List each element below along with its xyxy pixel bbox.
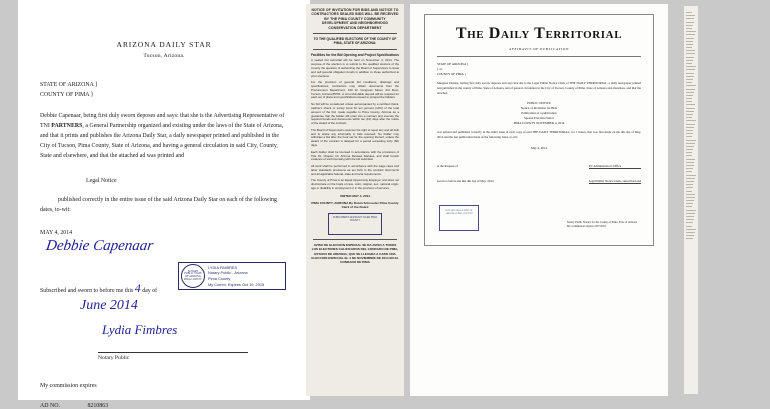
commission-expires-label: My commission expires — [40, 382, 97, 389]
legal-notice-label: Legal Notice — [86, 178, 117, 185]
notary-seal-icon: NOTARY PUBLIC STATE OF ARIZONA PIMA COUNTY — [181, 264, 205, 288]
territorial-ss-line: } ss. — [437, 66, 443, 71]
clipping-center-2: PIMA COUNTY, ARIZONA By Robin Schroeder Pima County Clerk of the Board — [311, 200, 399, 210]
sworn-month-year: June 2014 — [80, 297, 138, 313]
clipping-divider-2 — [313, 49, 397, 50]
territorial-notary-seal-icon: NOTARY SEAL STATE OF ARIZONA PIMA COUNTY — [439, 205, 479, 231]
sliver-text-lines — [684, 6, 698, 248]
territorial-jurisdiction — [437, 62, 641, 76]
clipping-paragraph: The County of Pima is an Equal Opportunity Employer and does not discriminate on the basis of race, color, religion, sex, national origin, age or disability in employment or in the provision of services. — [311, 178, 399, 190]
sworn-day: 4 — [134, 280, 141, 295]
affidavit-body — [40, 112, 288, 162]
clipping-paragraph: All work shall be performed in accordance with the wage rates and labor standards provisions as set forth in the contract documents and all applicable federal, state and local requirements. — [311, 163, 399, 176]
territorial-request-row — [437, 164, 641, 169]
published-paragraph: published correctly in the entire issue of the said Arizona Daily Star on each of the following dates, to-wit: — [40, 197, 277, 213]
notary-stamp — [178, 262, 286, 290]
territorial-masthead-subtitle: AFFIDAVIT OF PUBLICATION — [508, 47, 570, 51]
county-line: COUNTY OF PIMA } — [40, 91, 94, 98]
territorial-notice-line: Special Election Notice — [523, 115, 555, 120]
ad-number-label: AD NO. — [40, 402, 60, 409]
territorial-sworn-right: Legal Public Notice Clerk, subscribed and — [588, 179, 641, 184]
affidavit-body-bold: PARTNERS — [51, 123, 83, 130]
ad-number-row — [40, 403, 288, 409]
document-page-newspaper-clipping[interactable] — [306, 4, 404, 396]
signature-notary: Lydia Fimbres — [102, 321, 178, 337]
clipping-paragraph: For the provision of general bid conditions, drawings and specifications, contractors may obtain documents from the Procurement Department, 130 W. Congress Street, 3rd Floor, Tucson, Arizona 85701. A non-refundable deposit will be required for each set of plans and specifications issued to prospective bidders. — [311, 79, 399, 100]
territorial-divider-1 — [437, 56, 641, 57]
notary-stamp-text — [208, 265, 264, 288]
clipping-subhead-2: Facilities for the Bid Opening and Project Specifications — [311, 52, 399, 57]
territorial-notice-line: Notice of Invitation for Bids — [520, 106, 558, 111]
notary-stamp-line-3: Pima County — [208, 276, 231, 281]
clipping-body — [311, 59, 399, 191]
clipping-center-3: AVISO DE ELECCION ESPECIAL SE DA AVISO A TODOS LOS ELECTORES CALIFICADOS DEL CONDADO DE PIMA, ESTADO DE ARIZONA, QUE SE LLEVARA A CABO UNA ELECCION ESPECIAL EL 4 DE NOVIEMBRE DE 2014 EN EL CONDADO DE PIMA — [311, 243, 399, 264]
sworn-text: Subscribed and sworn to before me this — [40, 287, 134, 294]
territorial-notice-line: PIMA COUNTY NOVEMBER 4, 2014 — [513, 120, 565, 125]
territorial-request-label: at the Request of — [437, 164, 458, 169]
territorial-sworn-row — [437, 179, 641, 184]
clipping-center-1: UNITED MAY 4, 2014 — [339, 193, 371, 198]
territorial-affidavit-frame — [424, 14, 654, 246]
territorial-county-line: COUNTY OF PIMA } — [437, 71, 466, 76]
territorial-notice-line: Publication of a publication — [521, 110, 557, 115]
clipping-paragraph: The Board of Supervisors reserves the right to reject any and all bids and to waive any informality in bids received. No bidder may withdraw a bid after the hour set for the opening thereof, unless the award of the contract is delayed for a period exceeding sixty (60) days. — [311, 127, 399, 148]
territorial-sworn-left: sworn to before me this 4th day of May, 2014 — [437, 179, 494, 184]
clipping-paragraph: No bid will be considered unless accompanied by a certified check, cashier's check or surety bond for ten percent (10%) of the total amount of the bid, made payable to Pima County, Arizona as a guarantee that the bidder will enter into a contract and execute the required bonds and documents within ten (10) days after the notice of the award of the contract. — [311, 101, 399, 126]
notary-signature-line — [98, 352, 248, 353]
clipping-filed-stamp: PUBLISHER'S AFFIDAVIT FILED PIMA COUNTY — [328, 213, 382, 235]
clipping-headline: NOTICE OF INVITATION FOR BIDS AND NOTICE TO CONTRACTORS SEALED BIDS WILL BE RECEIVED BY THE PIMA COUNTY COMMUNITY DEVELOPMENT AND NEIGHBORHOOD CONSERVATION DEPARTMENT — [311, 8, 399, 30]
clipping-divider-3 — [313, 239, 397, 240]
notary-stamp-line-4: My Comm. Expires Oct 19, 2015 — [208, 281, 265, 287]
jurisdiction-block — [40, 81, 288, 100]
territorial-body: Margaret Dunlap, having first duly sworn, deposes and says that she is the Legal Public Notice Clerk of THE DAILY TERRITORIAL, a daily newspaper printed and published in the county of Pima, State of Arizona, and of general circulation in the City of Tucson, County of Pima, State of Arizona and elsewhere, and that the attached — [437, 81, 641, 95]
territorial-notary-text — [567, 221, 637, 229]
page-title: ARIZONA DAILY STAR — [116, 40, 212, 49]
territorial-dates-paragraph: was printed and published correctly in the entire issue of each copy of said THE DAILY TERRITORIAL, for 1 issues, that was first made on the 4th day of May, 2014 and the last publication made of the following dates, to-wit: — [437, 130, 641, 139]
clipping-divider-1 — [313, 33, 397, 34]
signature-affiant: Debbie Capenaar — [44, 237, 155, 254]
affidavit-body-post: , a General Partnership organized and existing under the laws of the State of Arizona, and that it prints and publishes the Arizona Daily Star, a daily newspaper printed and published in the City of Tucson, Pima County, State of Arizona, and having a general circulation in said City, County, State and elsewhere, and that the attached ad was printed and — [40, 123, 284, 160]
territorial-notice-block — [437, 101, 641, 125]
clipping-subhead-1: TO THE QUALIFIED ELECTORS OF THE COUNTY OF PIMA, STATE OF ARIZONA: — [313, 37, 397, 46]
territorial-masthead: The Daily Territorial — [455, 25, 623, 42]
territorial-notary-line: Notary Public Notary for the County of Pima, State of Arizona — [566, 220, 637, 224]
state-line: STATE OF ARIZONA } — [40, 82, 98, 88]
clipping-paragraph: A sealed bid submittal will be held on November 4, 2014. The purpose of the election is to submit to the qualified electors of the County the question of authorizing the Board of Supervisors to issue and sell general obligation bonds in addition to those authorized at prior elections. — [311, 57, 399, 78]
notary-stamp-line-1: LYDIA FIMBRES — [208, 264, 238, 270]
publication-dates: MAY 4, 2014 — [40, 229, 73, 236]
notary-stamp-line-2: Notary Public - Arizona — [208, 270, 248, 276]
clipping-paragraph: Each bidder shall be licensed in accordance with the provisions of Title 32, Chapter 10, Arizona Revised Statutes, and shall furnish evidence of such licensing with the bid submittal. — [311, 149, 399, 162]
document-page-daily-territorial[interactable] — [410, 4, 668, 396]
territorial-dates-value: May 4, 2014 — [530, 145, 548, 150]
ad-number-value: 8210863 — [87, 402, 109, 409]
territorial-notary-line: My commission expires 2/07/2018 — [566, 224, 606, 228]
document-page-partial-right[interactable] — [684, 6, 698, 394]
notary-label: Notary Public — [98, 354, 130, 361]
page-subtitle: Tucson, Arizona. — [143, 53, 185, 59]
territorial-request-value: PC Administrator's Office — [589, 164, 641, 169]
territorial-notice-label: PUBLIC NOTICE — [527, 101, 551, 106]
territorial-state-line: STATE OF ARIZONA } — [437, 62, 469, 66]
document-page-affidavit[interactable] — [18, 0, 310, 409]
sworn-day-suffix: day of — [142, 287, 158, 294]
affidavit-body-pre: Debbie Capenaar, being first duly sworn deposes and says: that she is the Advertising Representative of TNI — [40, 113, 285, 130]
